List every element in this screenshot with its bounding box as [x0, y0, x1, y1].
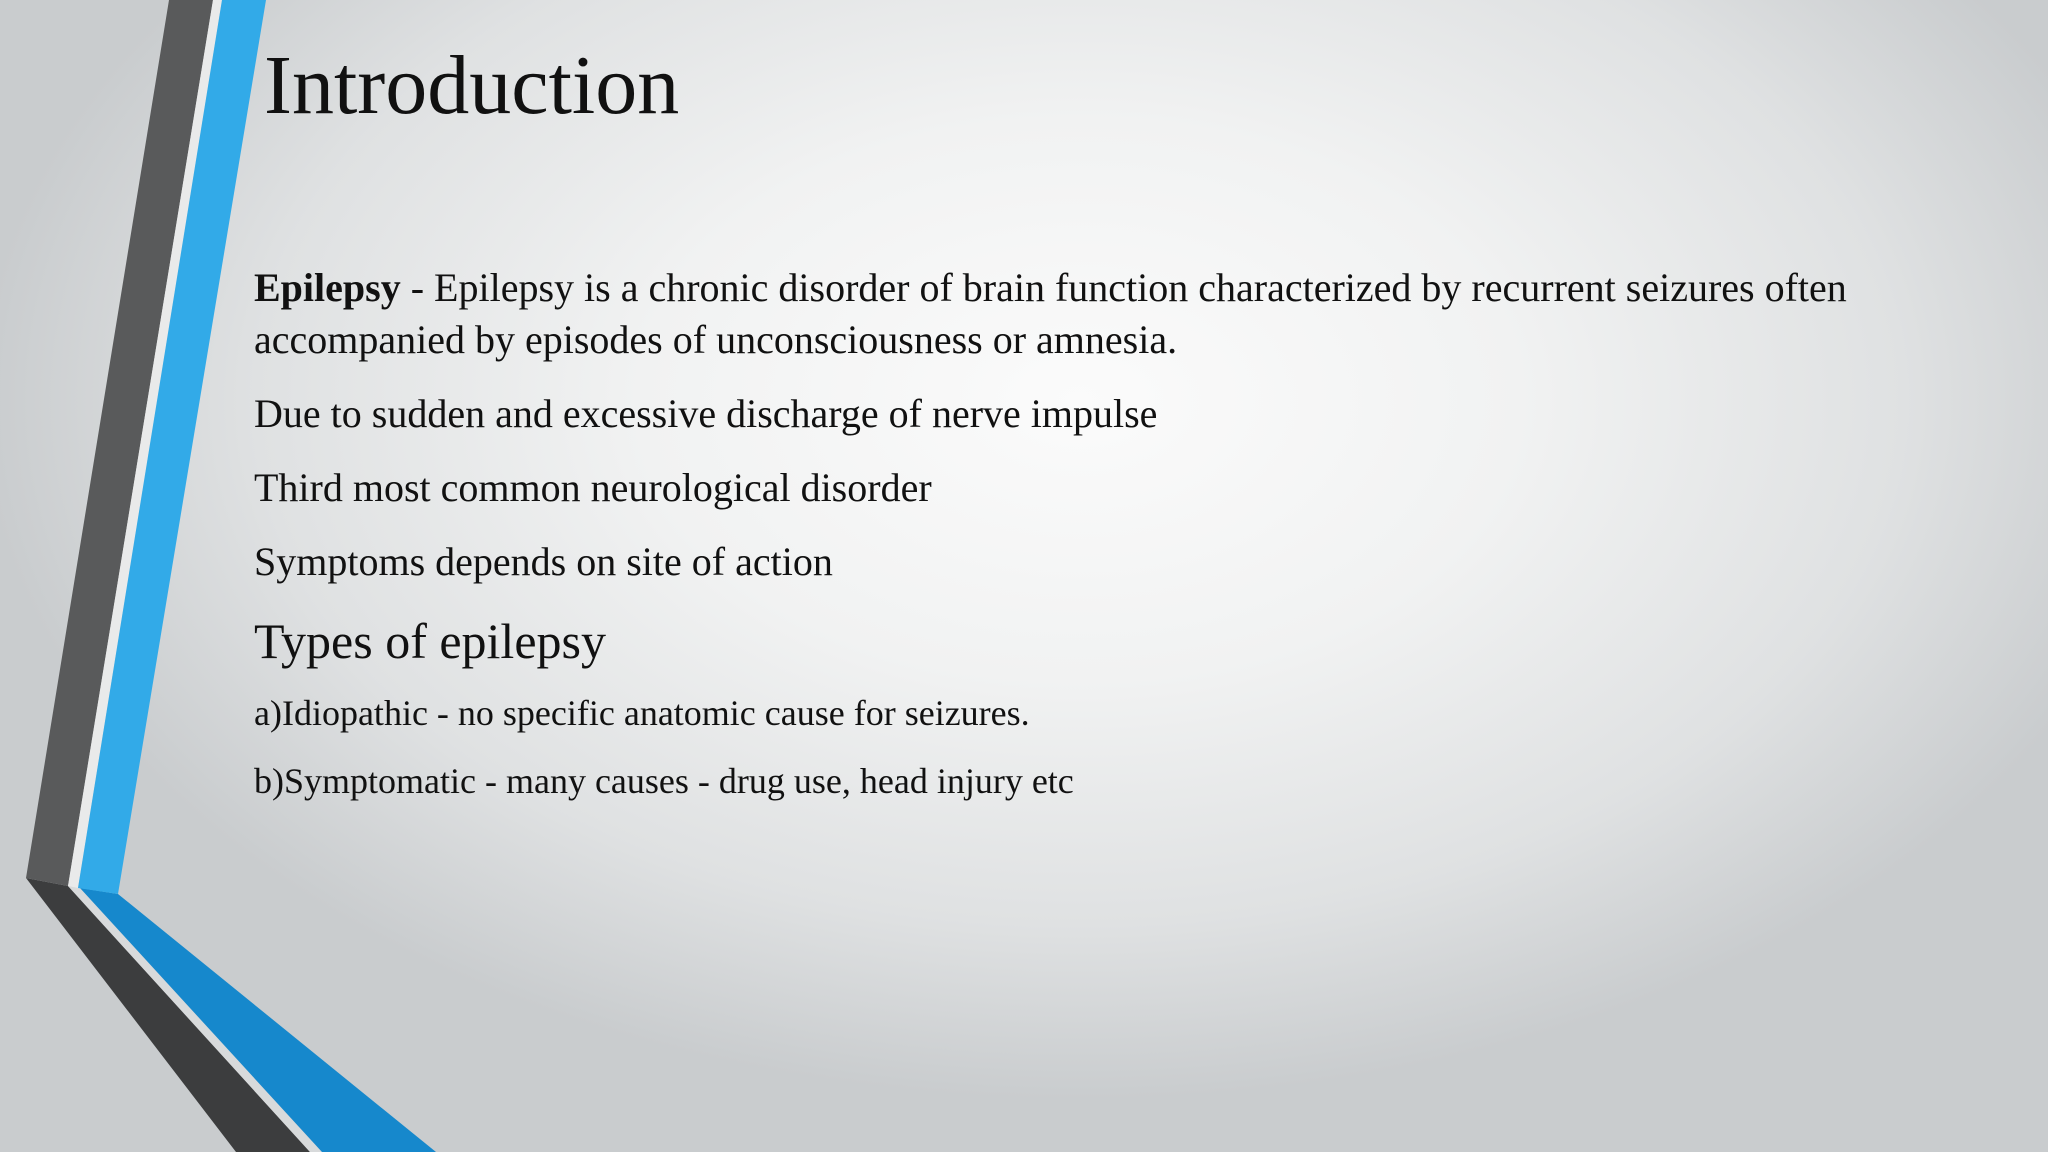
types-heading: Types of epilepsy [254, 613, 606, 669]
white-vertical-stripe [68, 0, 222, 888]
type-symptomatic: b)Symptomatic - many causes - drug use, head injury etc [254, 761, 1074, 801]
slide-body [254, 262, 1894, 826]
dark-lower-stripe [26, 878, 310, 1152]
definition-text: - Epilepsy is a chronic disorder of brain function characterized by recurrent seizures often accompanied by episodes of unconsciousness or amnesia. [254, 265, 1847, 362]
light-separator-stripe [68, 886, 322, 1152]
point-common-disorder: Third most common neurological disorder [254, 465, 932, 510]
type-idiopathic: a)Idiopathic - no specific anatomic cause for seizures. [254, 693, 1030, 733]
definition-term: Epilepsy [254, 265, 401, 310]
definition-paragraph [254, 262, 1894, 366]
slide-title: Introduction [264, 39, 680, 132]
point-symptoms: Symptoms depends on site of action [254, 539, 833, 584]
point-discharge: Due to sudden and excessive discharge of nerve impulse [254, 391, 1158, 436]
